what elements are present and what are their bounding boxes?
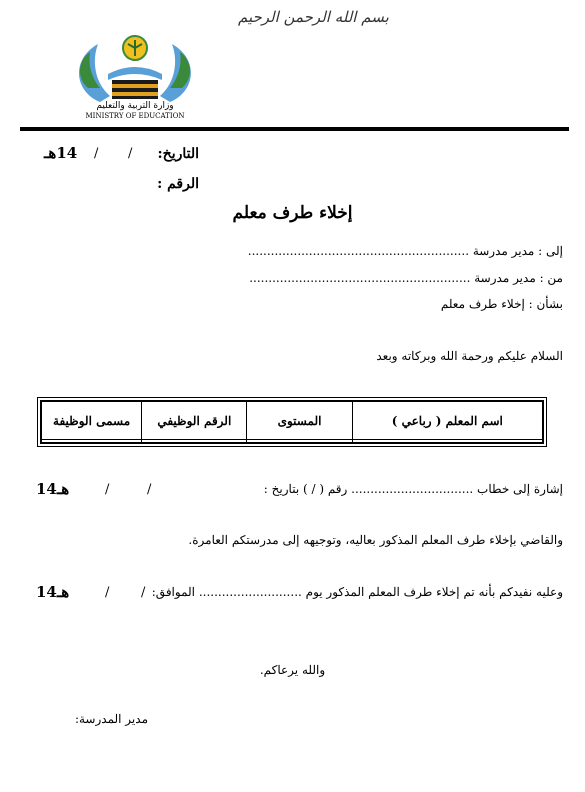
header-teacher-name: اسم المعلم ( رباعي ) [352,402,542,440]
teacher-table [37,397,547,447]
header-job-title: مسمى الوظيفة [42,402,142,440]
table-row [42,440,543,443]
logo-ministry-english: MINISTRY OF EDUCATION [85,112,185,120]
header-divider [20,127,569,131]
reference-line: إشارة إلى خطاب ................................ رقم ( / ) بتاريخ : [263,482,563,496]
logo-stripe-2 [112,84,158,88]
reference-year: 14هـ [36,480,70,498]
subject-line: بشأن : إخلاء طرف معلم [440,297,563,311]
ministry-logo [70,30,200,120]
from-line: من : مدير مدرسة .......................................................... [249,271,563,285]
cell-employee-number[interactable] [142,440,247,443]
date-slash-1: / [128,146,133,161]
signature-label: مدير المدرسة: [74,712,148,726]
logo-ministry-arabic: وزارة التربية والتعليم [96,101,174,111]
basmala: بسم الله الرحمن الرحيم [238,8,389,26]
confirm-slash-1: / [141,585,146,600]
number-label: الرقم : [157,176,199,192]
logo-book [108,67,162,80]
confirm-year: 14هـ [36,583,70,601]
header-employee-number: الرقم الوظيفي [142,402,247,440]
page-title: إخلاء طرف معلم [232,203,353,223]
date-slash-2: / [94,146,99,161]
header-level: المستوى [247,402,352,440]
greeting: السلام عليكم ورحمة الله وبركاته وبعد [376,349,563,363]
logo-stripe-4 [112,92,158,96]
logo-stripe-5 [112,96,158,99]
reference-slash-1: / [147,482,152,497]
closing: والله يرعاكم. [259,663,326,677]
cell-teacher-name[interactable] [352,440,542,443]
confirm-slash-2: / [105,585,110,600]
date-row [44,144,199,164]
reference-slash-2: / [105,482,110,497]
date-year: 14هـ [44,144,78,162]
to-line: إلى : مدير مدرسة .......................................................... [247,244,563,258]
confirm-line: وعليه نفيدكم بأنه تم إخلاء طرف المعلم المذكور يوم ........................... الموافق: [151,585,563,599]
table-header-row [42,402,543,440]
logo-stripe-3 [112,88,158,92]
cell-job-title[interactable] [42,440,142,443]
cell-level[interactable] [247,440,352,443]
logo-stripe-1 [112,80,158,84]
body-line: والقاضي بإخلاء طرف المعلم المذكور بعاليه، وتوجيهه إلى مدرستكم العامرة. [188,533,563,547]
date-label: التاريخ: [157,146,199,162]
